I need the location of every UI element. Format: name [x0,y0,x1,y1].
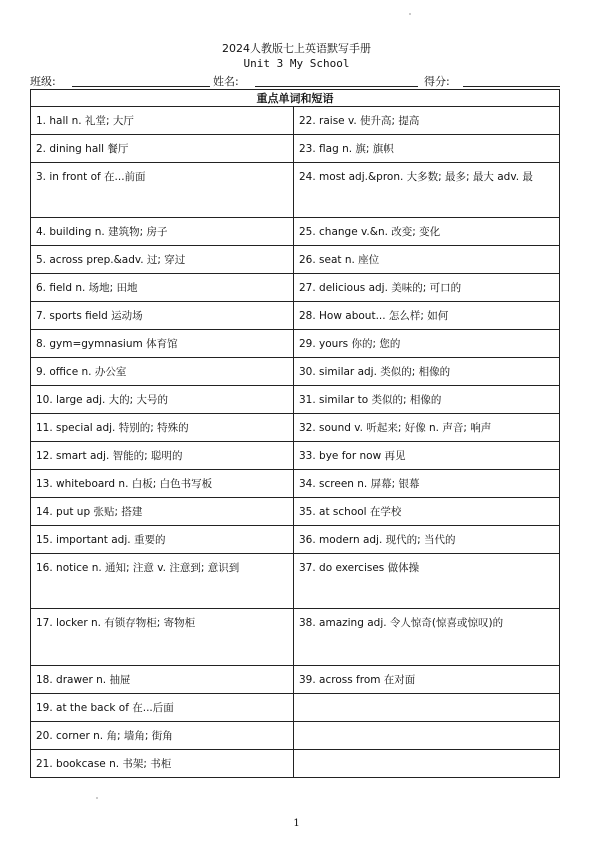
table-row [31,163,560,218]
vocab-entry-left: 7. sports field 运动场 [31,302,294,330]
vocab-entry-right: 29. yours 你的; 您的 [294,330,560,358]
table-row [31,750,560,778]
score-blank[interactable] [463,86,560,87]
vocab-entry-left: 16. notice n. 通知; 注意 v. 注意到; 意识到 [31,554,294,609]
vocab-entry-right [294,722,560,750]
vocab-entry-right: 33. bye for now 再见 [294,442,560,470]
table-row [31,274,560,302]
class-blank[interactable] [72,86,210,87]
vocab-entry-right: 39. across from 在对面 [294,666,560,694]
vocab-entry-right: 30. similar adj. 类似的; 相像的 [294,358,560,386]
vocab-entry-left: 11. special adj. 特别的; 特殊的 [31,414,294,442]
scan-speck [96,797,98,799]
vocab-entry-left: 2. dining hall 餐厅 [31,135,294,163]
vocab-entry-right: 32. sound v. 听起来; 好像 n. 声音; 响声 [294,414,560,442]
table-row [31,218,560,246]
vocab-entry-left: 3. in front of 在...前面 [31,163,294,218]
table-row [31,470,560,498]
table-row [31,330,560,358]
vocab-entry-right: 35. at school 在学校 [294,498,560,526]
vocab-entry-right: 34. screen n. 屏幕; 银幕 [294,470,560,498]
page-number: 1 [293,818,300,829]
vocab-entry-left: 4. building n. 建筑物; 房子 [31,218,294,246]
table-row [31,135,560,163]
table-heading: 重点单词和短语 [31,90,560,107]
vocab-entry-left: 15. important adj. 重要的 [31,526,294,554]
vocab-entry-left: 6. field n. 场地; 田地 [31,274,294,302]
vocab-entry-right: 37. do exercises 做体操 [294,554,560,609]
score-label: 得分: [424,75,450,88]
vocab-entry-right: 26. seat n. 座位 [294,246,560,274]
class-label: 班级: [30,75,56,88]
vocab-entry-right [294,750,560,778]
vocab-entry-left: 9. office n. 办公室 [31,358,294,386]
vocab-entry-left: 8. gym=gymnasium 体育馆 [31,330,294,358]
vocab-entry-right: 36. modern adj. 现代的; 当代的 [294,526,560,554]
vocab-entry-left: 17. locker n. 有锁存物柜; 寄物柜 [31,609,294,666]
vocab-entry-left: 14. put up 张贴; 搭建 [31,498,294,526]
vocab-entry-left: 1. hall n. 礼堂; 大厅 [31,107,294,135]
vocab-entry-left: 20. corner n. 角; 墙角; 街角 [31,722,294,750]
vocab-entry-right: 38. amazing adj. 令人惊奇(惊喜或惊叹)的 [294,609,560,666]
table-row [31,666,560,694]
name-label: 姓名: [213,75,239,88]
table-row [31,107,560,135]
vocab-entry-right [294,694,560,722]
vocab-entry-right: 27. delicious adj. 美味的; 可口的 [294,274,560,302]
vocabulary-table [30,89,560,778]
unit-subtitle: Unit 3 My School [243,57,350,70]
table-row [31,302,560,330]
vocab-entry-right: 23. flag n. 旗; 旗帜 [294,135,560,163]
student-info-line [30,73,560,89]
vocab-entry-right: 31. similar to 类似的; 相像的 [294,386,560,414]
table-row [31,609,560,666]
vocab-entry-right: 28. How about... 怎么样; 如何 [294,302,560,330]
vocab-entry-left: 5. across prep.&adv. 过; 穿过 [31,246,294,274]
vocab-entry-left: 19. at the back of 在...后面 [31,694,294,722]
table-row [31,246,560,274]
table-row [31,442,560,470]
vocab-entry-right: 24. most adj.&pron. 大多数; 最多; 最大 adv. 最 [294,163,560,218]
vocab-entry-left: 13. whiteboard n. 白板; 白色书写板 [31,470,294,498]
vocab-entry-left: 18. drawer n. 抽屉 [31,666,294,694]
table-row [31,414,560,442]
table-row [31,694,560,722]
document-title: 2024人教版七上英语默写手册 [222,42,371,55]
vocab-entry-left: 10. large adj. 大的; 大号的 [31,386,294,414]
table-row [31,722,560,750]
vocab-entry-left: 12. smart adj. 智能的; 聪明的 [31,442,294,470]
vocab-entry-right: 25. change v.&n. 改变; 变化 [294,218,560,246]
name-blank[interactable] [255,86,418,87]
vocab-entry-right: 22. raise v. 使升高; 提高 [294,107,560,135]
table-row [31,498,560,526]
table-row [31,358,560,386]
table-row [31,526,560,554]
scan-speck [409,13,411,15]
table-row [31,386,560,414]
vocab-entry-left: 21. bookcase n. 书架; 书柜 [31,750,294,778]
table-row [31,554,560,609]
